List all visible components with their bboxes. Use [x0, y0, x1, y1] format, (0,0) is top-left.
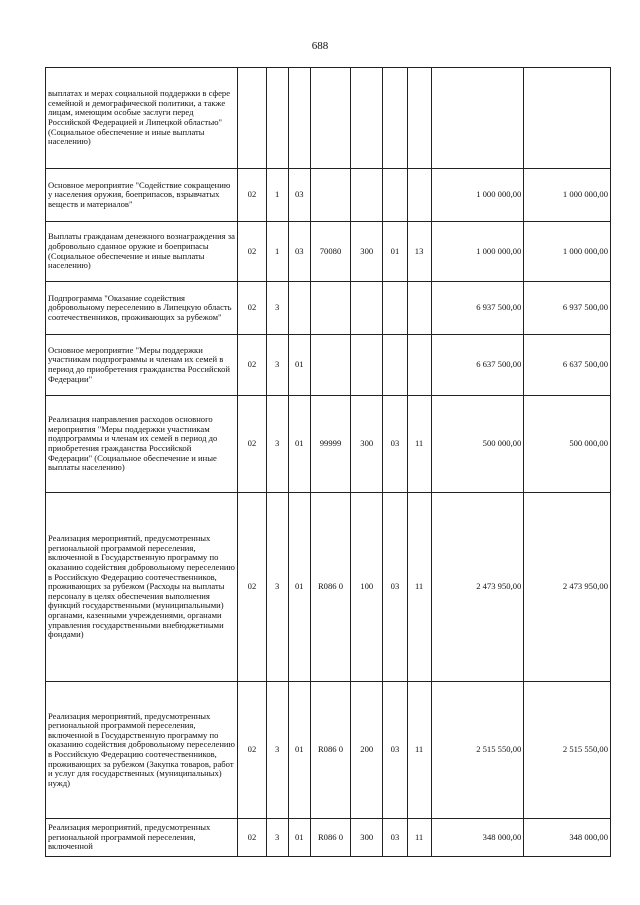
cell-code-2: 3 — [266, 493, 288, 682]
cell-code-5 — [351, 68, 383, 169]
table-row — [46, 68, 611, 169]
cell-code-7 — [407, 68, 431, 169]
cell-code-4: R086 0 — [310, 819, 350, 857]
cell-amount-1: 348 000,00 — [431, 819, 524, 857]
cell-amount-1: 6 637 500,00 — [431, 335, 524, 396]
cell-code-1: 02 — [238, 493, 266, 682]
cell-code-1: 02 — [238, 282, 266, 335]
cell-code-7 — [407, 335, 431, 396]
table-row — [46, 169, 611, 222]
row-description: Выплаты гражданам денежного вознаграждения за добровольно сданное оружие и боеприпасы (Социальное обеспечение и иные выплаты населению) — [46, 222, 238, 282]
cell-code-6: 03 — [383, 396, 407, 493]
cell-code-2: 3 — [266, 819, 288, 857]
cell-code-5: 300 — [351, 396, 383, 493]
table-row — [46, 682, 611, 819]
cell-amount-2: 500 000,00 — [524, 396, 611, 493]
cell-amount-2: 1 000 000,00 — [524, 169, 611, 222]
table-row — [46, 396, 611, 493]
cell-code-7: 11 — [407, 819, 431, 857]
cell-code-7: 11 — [407, 396, 431, 493]
cell-code-1: 02 — [238, 682, 266, 819]
cell-code-2: 3 — [266, 682, 288, 819]
cell-amount-2 — [524, 68, 611, 169]
row-description: выплатах и мерах социальной поддержки в сфере семейной и демографической политики, а также лицам, имеющим особые заслуги перед Российской Федерацией и Липецкой областью" (Социальное обеспечение и иные выплаты населению) — [46, 68, 238, 169]
cell-code-4 — [310, 68, 350, 169]
table-row — [46, 493, 611, 682]
page-number: 688 — [311, 40, 329, 52]
table-row — [46, 282, 611, 335]
cell-code-2: 3 — [266, 282, 288, 335]
cell-code-3: 03 — [288, 222, 310, 282]
cell-amount-2: 6 637 500,00 — [524, 335, 611, 396]
cell-code-4 — [310, 282, 350, 335]
cell-code-1: 02 — [238, 396, 266, 493]
row-description: Реализация мероприятий, предусмотренных региональной программой переселения, включенной — [46, 819, 238, 857]
cell-code-2: 3 — [266, 335, 288, 396]
cell-code-3: 03 — [288, 169, 310, 222]
cell-code-2: 1 — [266, 222, 288, 282]
cell-code-3: 01 — [288, 493, 310, 682]
cell-amount-1: 2 473 950,00 — [431, 493, 524, 682]
cell-code-3: 01 — [288, 819, 310, 857]
table-row — [46, 819, 611, 857]
cell-code-5: 100 — [351, 493, 383, 682]
cell-amount-2: 2 515 550,00 — [524, 682, 611, 819]
row-description: Подпрограмма "Оказание содействия добровольному переселению в Липецкую область соотечественников, проживающих за рубежом" — [46, 282, 238, 335]
cell-code-5: 200 — [351, 682, 383, 819]
cell-code-1: 02 — [238, 169, 266, 222]
cell-code-5 — [351, 335, 383, 396]
cell-code-3 — [288, 282, 310, 335]
cell-code-7 — [407, 169, 431, 222]
row-description: Реализация направления расходов основного мероприятия "Меры поддержки участникам подпрограммы и членам их семей в период до приобретения гражданства Российской Федерации" (Социальное обеспечение и иные выплаты населению) — [46, 396, 238, 493]
cell-amount-1: 1 000 000,00 — [431, 222, 524, 282]
cell-code-3: 01 — [288, 335, 310, 396]
cell-amount-1: 6 937 500,00 — [431, 282, 524, 335]
cell-code-6: 03 — [383, 819, 407, 857]
cell-amount-2: 2 473 950,00 — [524, 493, 611, 682]
cell-code-3: 01 — [288, 396, 310, 493]
cell-amount-1 — [431, 68, 524, 169]
cell-code-1 — [238, 68, 266, 169]
cell-amount-2: 1 000 000,00 — [524, 222, 611, 282]
cell-amount-1: 500 000,00 — [431, 396, 524, 493]
cell-code-4: 99999 — [310, 396, 350, 493]
cell-code-5: 300 — [351, 819, 383, 857]
cell-amount-1: 1 000 000,00 — [431, 169, 524, 222]
cell-code-6 — [383, 335, 407, 396]
row-description: Основное мероприятие "Меры поддержки участникам подпрограммы и членам их семей в период до приобретения гражданства Российской Федерации" — [46, 335, 238, 396]
cell-code-7: 13 — [407, 222, 431, 282]
cell-code-6 — [383, 68, 407, 169]
cell-code-5: 300 — [351, 222, 383, 282]
row-description: Основное мероприятие "Содействие сокращению у населения оружия, боеприпасов, взрывчатых веществ и материалов" — [46, 169, 238, 222]
cell-code-5 — [351, 169, 383, 222]
cell-code-4 — [310, 335, 350, 396]
cell-code-2: 1 — [266, 169, 288, 222]
cell-amount-2: 6 937 500,00 — [524, 282, 611, 335]
cell-code-4: 70080 — [310, 222, 350, 282]
cell-code-3 — [288, 68, 310, 169]
cell-code-5 — [351, 282, 383, 335]
row-description: Реализация мероприятий, предусмотренных региональной программой переселения, включенной в Государственную программу по оказанию содействия добровольному переселению в Российскую Федерацию соотечественников, проживающих за рубежом (Закупка товаров, работ и услуг для государственных (муниципальных) нужд) — [46, 682, 238, 819]
budget-table — [45, 67, 611, 857]
cell-code-6: 03 — [383, 682, 407, 819]
row-description: Реализация мероприятий, предусмотренных региональной программой переселения, включенной в Государственную программу по оказанию содействия добровольному переселению в Российскую Федерацию соотечественников, проживающих за рубежом (Расходы на выплаты персоналу в целях обеспечения выполнения функций государственными (муниципальными) органами, казенными учреждениями, органами управления государственными внебюджетными фондами) — [46, 493, 238, 682]
cell-code-4: R086 0 — [310, 493, 350, 682]
cell-code-6 — [383, 282, 407, 335]
cell-amount-1: 2 515 550,00 — [431, 682, 524, 819]
cell-code-7: 11 — [407, 493, 431, 682]
table-row — [46, 335, 611, 396]
cell-code-2: 3 — [266, 396, 288, 493]
cell-code-7 — [407, 282, 431, 335]
cell-code-6: 01 — [383, 222, 407, 282]
cell-code-1: 02 — [238, 819, 266, 857]
table-row — [46, 222, 611, 282]
cell-code-6 — [383, 169, 407, 222]
cell-code-1: 02 — [238, 335, 266, 396]
cell-code-4 — [310, 169, 350, 222]
cell-code-3: 01 — [288, 682, 310, 819]
cell-code-6: 03 — [383, 493, 407, 682]
cell-code-4: R086 0 — [310, 682, 350, 819]
cell-code-7: 11 — [407, 682, 431, 819]
cell-amount-2: 348 000,00 — [524, 819, 611, 857]
cell-code-2 — [266, 68, 288, 169]
cell-code-1: 02 — [238, 222, 266, 282]
